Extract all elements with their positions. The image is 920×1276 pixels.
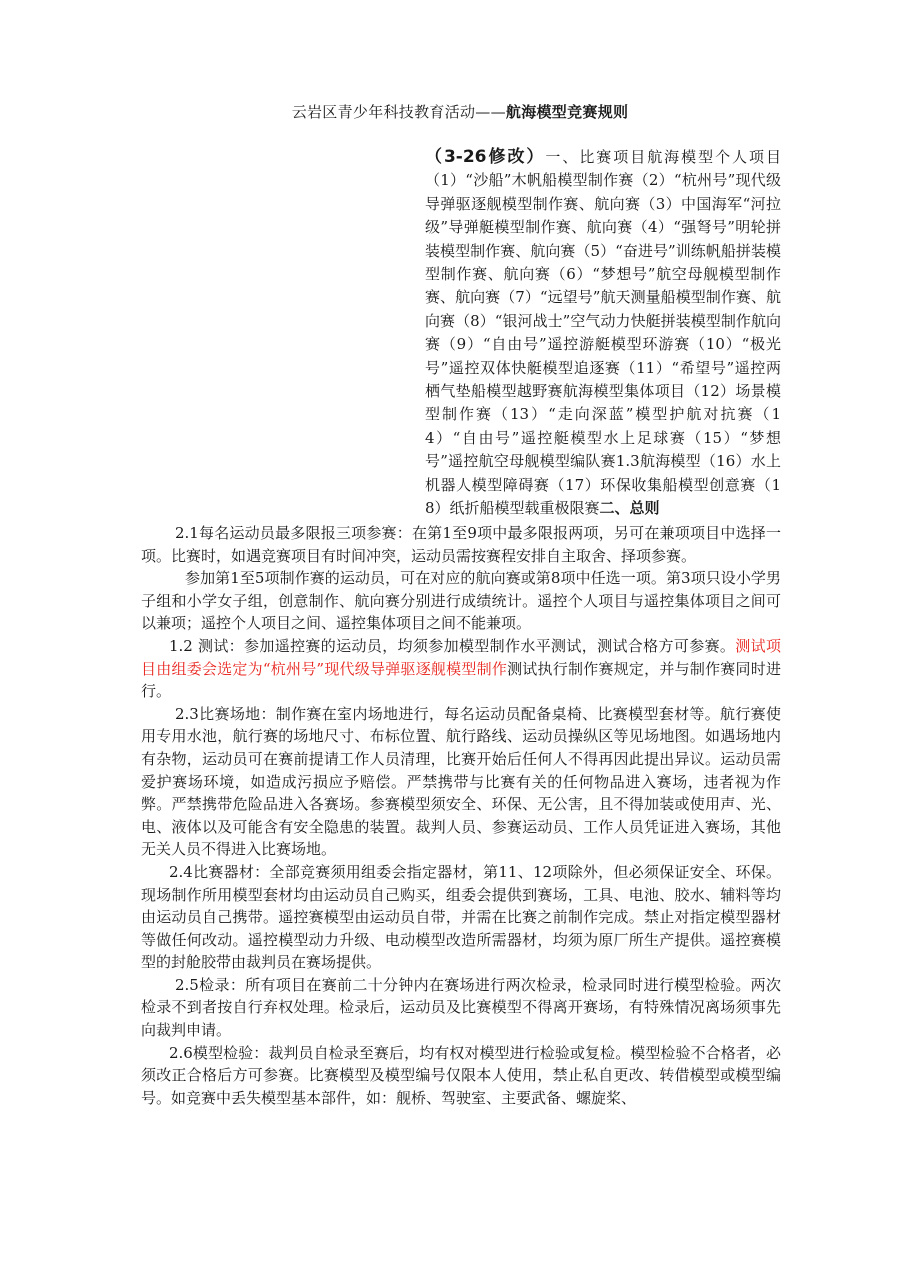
rule-1-2-text-end: 测试执行制作赛规定，并与制作赛同时进行。: [141, 659, 781, 701]
page-title: [0, 102, 920, 122]
project-list-text: 一、比赛项目航海模型个人项目（1）“沙船”木帆船模型制作赛（2）“杭州号”现代级导弹驱逐舰模型制作赛、航向赛（3）中国海军“河拉级”导弹艇模型制作赛、航向赛（4）“强弩号”明轮拼装模型制作赛、航向赛（5）“奋进号”训练帆船拼装模型制作赛、航向赛（6）“梦想号”航空母舰模型制作赛、航向赛（7）“远望号”航天测量船模型制作赛、航向赛（8）“银河战士”空气动力快艇拼装模型制作航向赛（9）“自由号”遥控游艇模型环游赛（10）“极光号”遥控双体快艇模型追逐赛（11）“希望号”遥控两栖气垫船模型越野赛航海模型集体项目（12）场景模型制作赛（13）“走向深蓝”模型护航对抗赛（14）“自由号”遥控艇模型水上足球赛（15）“梦想号”遥控航空母舰模型编队赛1.3航海模型（16）水上机器人模型障碍赛（17）环保收集船模型创意赛（18）纸折船模型载重极限赛: [425, 148, 781, 518]
section-one-contents: [425, 146, 781, 521]
title-main: 航海模型竞赛规则: [505, 103, 629, 121]
rule-2-1-continued-paragraph: 参加第1至5项制作赛的运动员，可在对应的航向赛或第8项中任选一项。第3项只设小学男子组和小学女子组，创意制作、航向赛分别进行成绩统计。遥控个人项目与遥控集体项目之间可以兼项；遥控个人项目之间、遥控集体项目之间不能兼项。: [141, 569, 781, 633]
rule-2-6-paragraph: 2.6模型检验：裁判员自检录至赛后，均有权对模型进行检验或复检。模型检验不合格者，必须改正合格后方可参赛。比赛模型及模型编号仅限本人使用，禁止私自更改、转借模型或模型编号。如竞赛中丢失模型基本部件，如：舰桥、驾驶室、主要武备、螺旋桨、: [141, 1043, 781, 1107]
rule-2-1-paragraph: 2.1每名运动员最多限报三项参赛：在第1至9项中最多限报两项，另可在兼项项目中选择一项。比赛时，如遇竞赛项目有时间冲突，运动员需按赛程安排自主取舍、择项参赛。: [141, 524, 781, 565]
rule-2-4-paragraph: 2.4比赛器材：全部竞赛须用组委会指定器材，第11、12项除外，但必须保证安全、环保。现场制作所用模型套材均由运动员自己购买，组委会提供到赛场，工具、电池、胶水、辅料等均由运动员自己携带。遥控赛模型由运动员自带，并需在比赛之前制作完成。禁止对指定模型器材等做任何改动。遥控模型动力升级、电动模型改造所需器材，均须为原厂所生产提供。遥控赛模型的封舱胶带由裁判员在赛场提供。: [141, 862, 781, 972]
rule-2-5-paragraph: 2.5检录：所有项目在赛前二十分钟内在赛场进行两次检录，检录同时进行模型检验。两次检录不到者按自行弃权处理。检录后，运动员及比赛模型不得离开赛场，有特殊情况离场须事先向裁判申请。: [141, 975, 781, 1040]
section-two-heading: 二、总则: [599, 499, 660, 518]
rule-1-2-paragraph: [141, 635, 781, 703]
general-rules-body: [141, 522, 781, 1109]
title-prefix: 云岩区青少年科技教育活动——: [291, 103, 506, 121]
rule-1-2-text-start: 1.2 测试：参加遥控赛的运动员，均须参加模型制作水平测试，测试合格方可参赛。: [169, 636, 736, 655]
rule-1-2-highlighted-text: 测试项目由组委会选定为“杭州号”现代级导弹驱逐舰模型制作: [141, 636, 781, 678]
revision-note: （3-26修改）: [425, 147, 546, 167]
rule-2-3-paragraph: 2.3比赛场地：制作赛在室内场地进行，每名运动员配备桌椅、比赛模型套材等。航行赛使用专用水池，航行赛的场地尺寸、布标位置、航行路线、运动员操纵区等见场地图。如遇场地内有杂物，运动员可在赛前提请工作人员清理，比赛开始后任何人不得再因此提出异议。运动员需爱护赛场环境，如造成污损应予赔偿。严禁携带与比赛有关的任何物品进入赛场，违者视为作弊。严禁携带危险品进入各赛场。参赛模型须安全、环保、无公害，且不得加装或使用声、光、电、液体以及可能含有安全隐患的装置。裁判人员、参赛运动员、工作人员凭证进入赛场，其他无关人员不得进入比赛场地。: [141, 704, 781, 859]
